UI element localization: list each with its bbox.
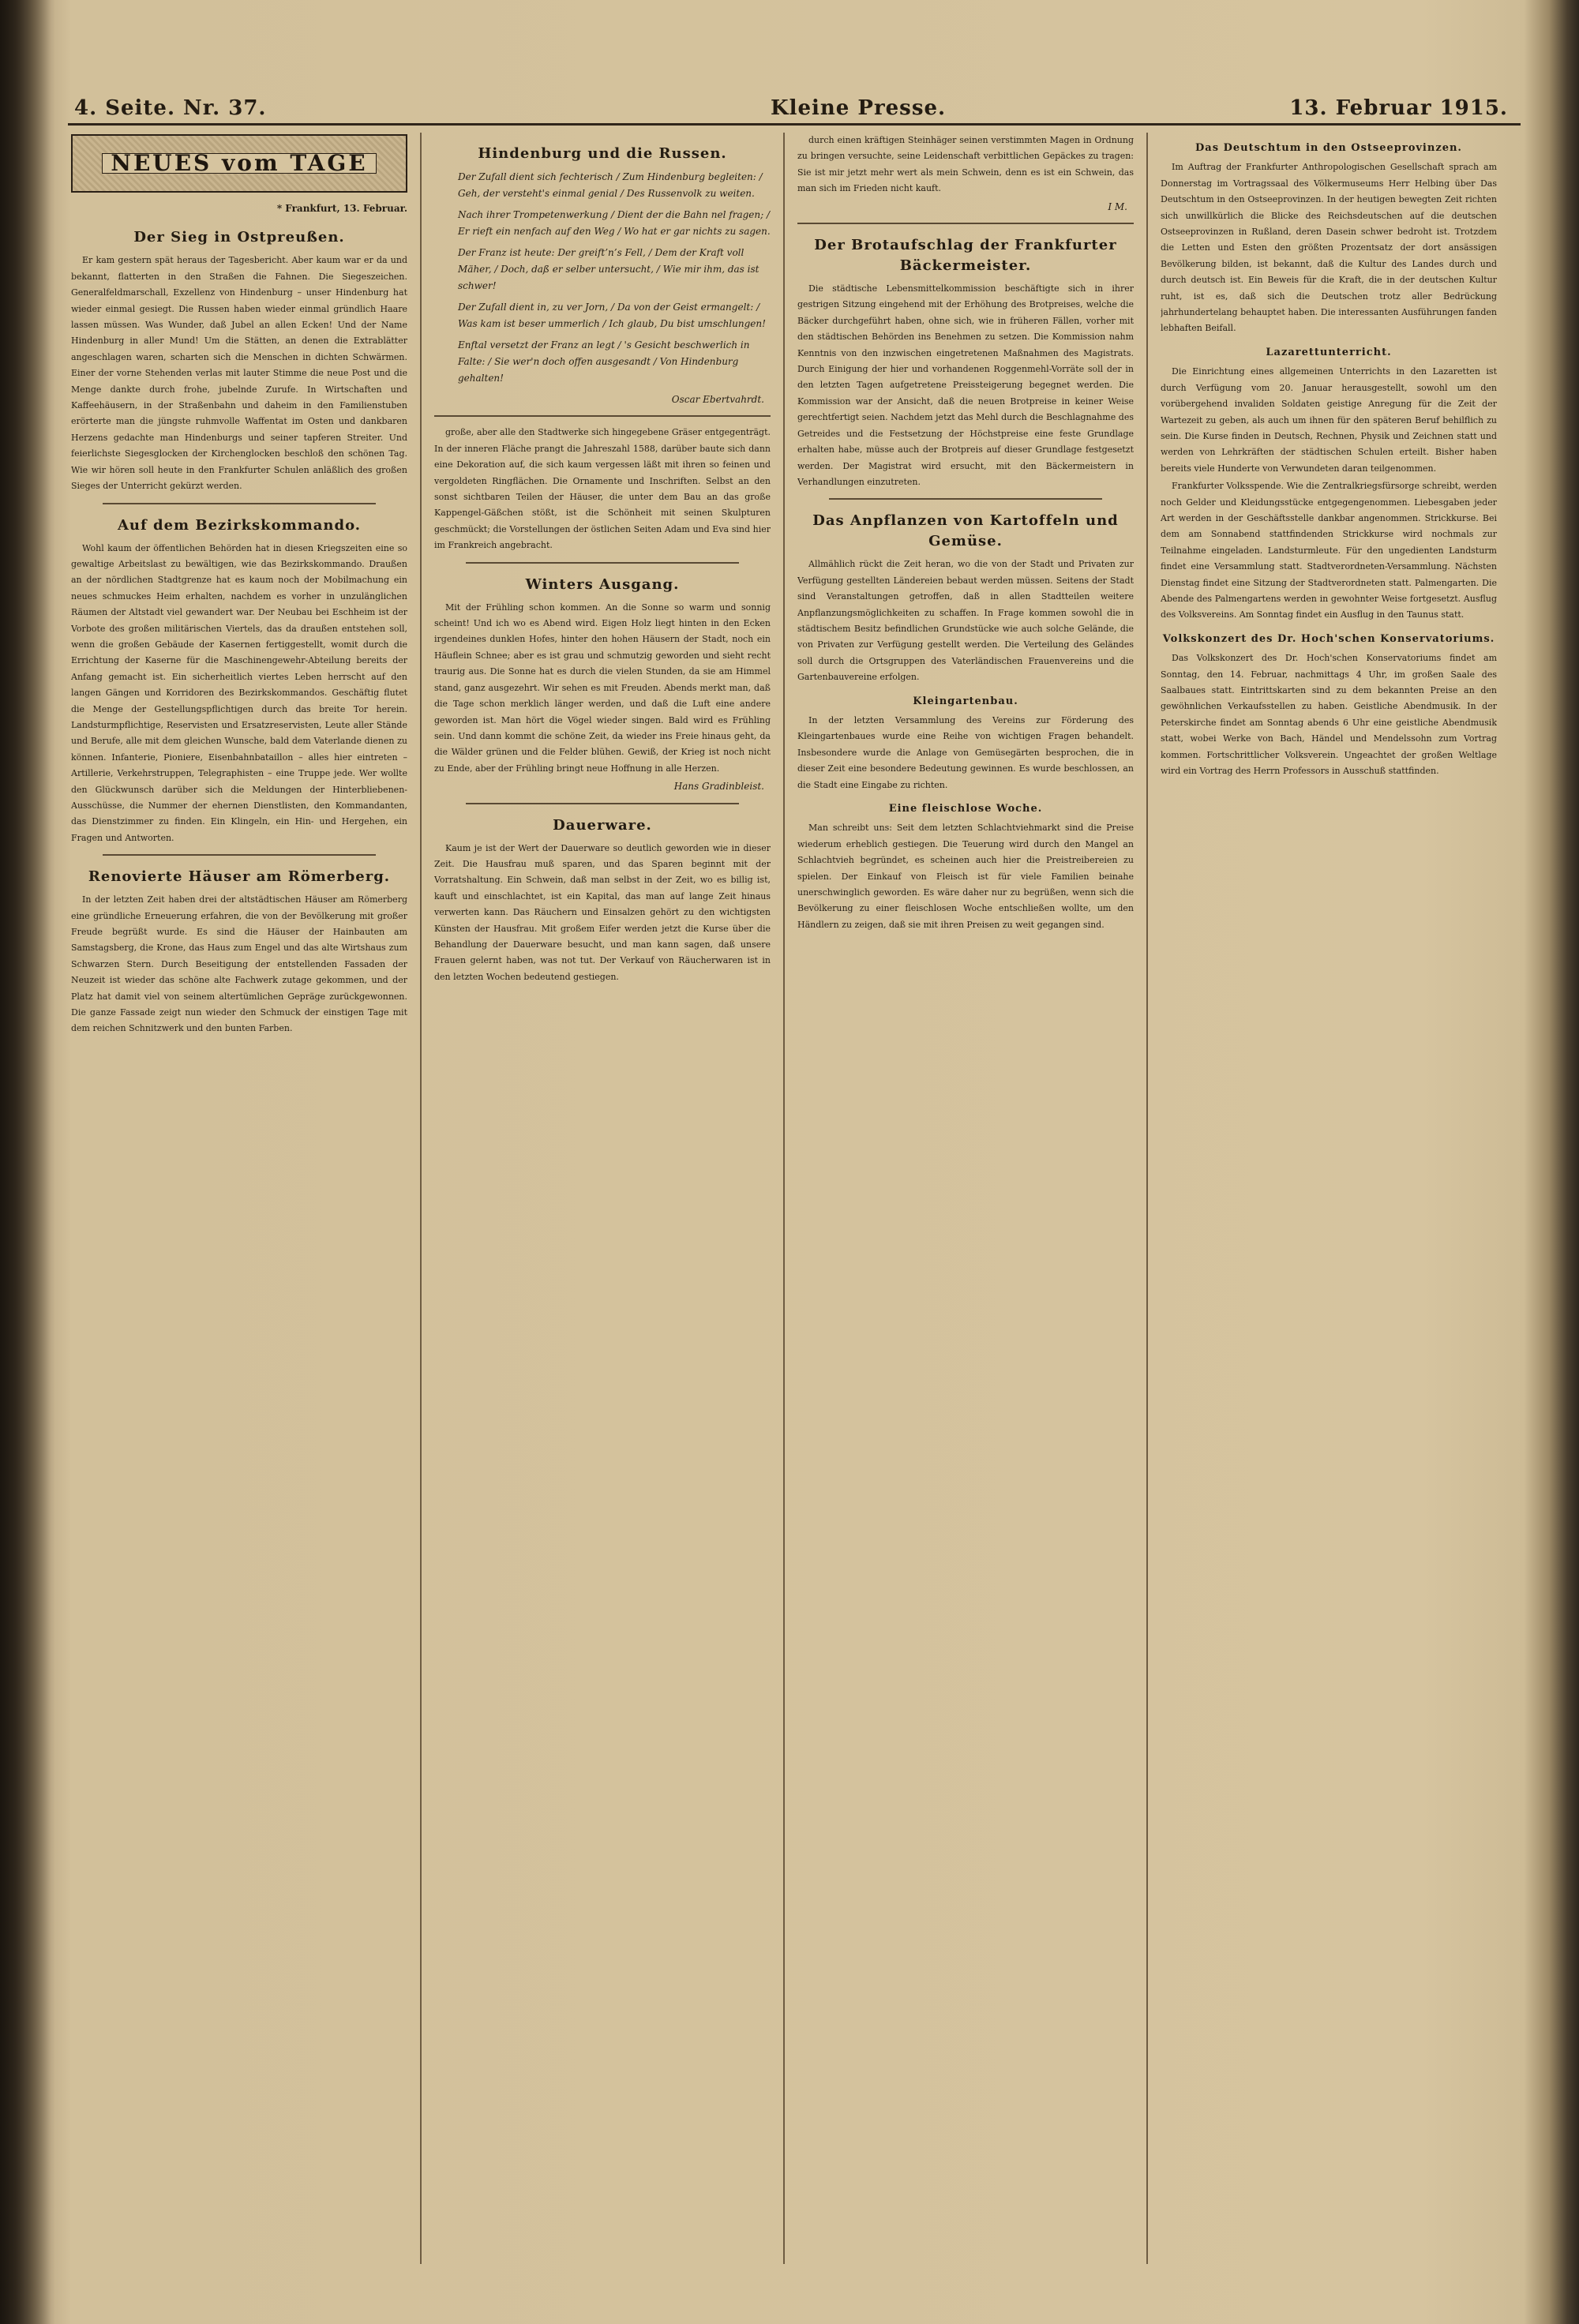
article-author: Hans Gradinbleist. [673,781,764,793]
poem-stanza: Der Zufall dient in, zu ver Jorn, / Da von der Geist ermangelt: / Was kam ist beser ummerlich / Ich glaub, Du bist umschlungen! [458,302,766,329]
column-divider [1146,133,1148,2264]
poem-stanza: Nach ihrer Trompetenwerkung / Dient der die Bahn nel fragen; / Er rieft ein nenfach auf den Weg / Wo hat er gar nichts zu sagen. [458,209,771,237]
article-fleischlose-woche: Man schreibt uns: Seit dem letzten Schlachtviehmarkt sind die Preise wiederum erheblich gestiegen. Die Teuerung wird durch den Mangel an Schlachtvieh begründet, es scheinen auch hier die Preistreibereien zu spielen. Der Einkauf von Fleisch ist für viele Familien beinahe unerschwinglich geworden. Es wäre daher nur zu begrüßen, wenn sich die Bevölkerung zu einer fleischlosen Woche entschließen wollte, um den Händlern zu zeigen, daß sie mit ihren Preisen zu weit gegangen sind. [797,823,1134,930]
article-brotaufschlag: Die städtische Lebensmittelkommission beschäftigte sich in ihrer gestrigen Sitzung eingehend mit der Erhöhung des Brotpreises, welche die Bäcker durchgeführt haben, ohne sich, wie in früheren Fällen, vorher mit den städtischen Behörden ins Benehmen zu setzen. Die Kommission nahm Kenntnis von den inzwischen eingetretenen Maßnahmen des Magistrats. Durch Einigung der hier und vorhandenen Roggenmehl-Vorräte soll der in den letzten Tagen aufgetretene Preissteigerung begegnet werden. Die Kommission war der Ansicht, daß die neuen Brotpreise in keiner Weise gerechtfertigt seien. Nachdem jetzt das Mehl durch die Beschlagnahme des Getreides und die Festsetzung der Höchstpreise eine feste Grundlage erhalten habe, müsse auch der Brotpreis auf dieser Grundlage festgesetzt werden. Der Magistrat wird ersucht, mit den Bäckermeistern in Verhandlungen einzutreten. [797,283,1134,487]
article-separator [466,803,739,804]
poem-stanza: Der Franz ist heute: Der greift’n’s Fell, / Dem der Kraft voll Mäher, / Doch, daß er selber untersucht, / Wie mir ihm, das ist schwer! [458,247,759,291]
article-separator [434,415,771,417]
column-3 [797,133,1134,2264]
headline-brotaufschlag: Der Brotaufschlag der Frankfurter Bäckermeister. [814,237,1117,275]
poem-author: Oscar Ebertvahrdt. [671,394,764,405]
article-separator [797,223,1134,224]
article-lazarettunterricht: Die Einrichtung eines allgemeinen Unterrichts in den Lazaretten ist durch Verfügung vom 20. Januar herausgestellt, sowohl um den vorübergehend invaliden Soldaten geistige Anregung für die Zeit der Wartezeit zu geben, als auch um ihnen für den späteren Beruf behilflich zu sein. Die Kurse finden in Deutsch, Rechnen, Physik und Zeichnen statt und werden von Lehrkräften der städtischen Schulen erteilt. Bisher haben bereits viele Hunderte von Verwundeten daran teilgenommen. [1161,366,1497,474]
headline-bezirkskommando: Auf dem Bezirkskommando. [117,516,362,534]
newspaper-page [68,76,1521,2286]
headline-winter: Winters Ausgang. [525,575,680,593]
article-volkskonzert: Das Volkskonzert des Dr. Hoch'schen Konservatoriums findet am Sonntag, den 14. Februar, nachmittags 4 Uhr, im großen Saale des Saalbaues statt. Eintrittskarten sind zu dem bekannten Preise an den gewöhnlichen Verkaufsstellen zu haben. Geistliche Abendmusik. In der Peterskirche findet am Sonntag abends 6 Uhr eine geistliche Abendmusik statt, wobei Werke von Bach, Händel und Mendelssohn zum Vortrag kommen. Fortschrittlicher Volksverein. Ungeachtet der großen Weltlage wird ein Vortrag des Herrn Professors in Ausschuß stattfinden. [1161,653,1497,777]
section-logo-text: NEUES vom TAGE [102,153,376,174]
issue-date: 13. Februar 1915. [1289,96,1508,120]
column-1 [71,133,407,2264]
page-header [68,90,1521,125]
column-2 [434,133,771,2264]
subheadline-kleingartenbau: Kleingartenbau. [913,695,1018,707]
headline-roemerberg: Renovierte Häuser am Römerberg. [88,868,391,886]
section-logo [71,134,407,193]
subheadline-fleischlose-woche: Eine fleischlose Woche. [888,803,1043,815]
article-deutschtum: Im Auftrag der Frankfurter Anthropologischen Gesellschaft sprach am Donnerstag im Vortragssaal des Völkermuseums Herr Helbing über Das Deutschtum in den Ostseeprovinzen. In der heutigen bewegten Zeit richten sich unwillkürlich die Blicke des Reichsdeutschen auf die deutschen Ostseeprovinzen in Rußland, deren Dasein schwer bedroht ist. Trotzdem die Letten und Esten den größten Prozentsatz der dort ansässigen Bevölkerung bilden, ist bekannt, daß die Kultur des Landes durch und durch deutsch ist. Ein Beweis für die Kraft, die in der deutschen Kultur ruht, ist es, daß sich die Deutschen trotz aller Bedrückung jahrhundertelang behauptet haben. Die interessanten Ausführungen fanden lebhaften Beifall. [1161,162,1497,334]
column-4 [1161,133,1497,2264]
column-divider [420,133,422,2264]
page-number: 4. Seite. Nr. 37. [74,96,267,120]
newspaper-title: Kleine Presse. [771,96,947,120]
headline-kartoffeln: Das Anpflanzen von Kartoffeln und Gemüse. [812,512,1119,550]
article-winter: Mit der Frühling schon kommen. An die Sonne so warm und sonnig scheint! Und ich wo es Abend wird. Eigen Holz liegt hinten in den Ecken irgendeines dunklen Hofes, hinter den hohen Häusern der Stadt, noch ein Häuflein Schnee; aber es ist grau und schmutzig geworden und sieht recht traurig aus. Die Sonne hat es durch die vielen Stunden, da sie am Himmel stand, ganz ausgezehrt. Wir sehen es mit Freuden. Abends merkt man, daß die Tage schon merklich länger werden, und daß die Luft eine andere geworden ist. Man hört die Vögel wieder singen. Bald wird es Frühling sein. Und dann kommt die schöne Zeit, da wieder ins Freie hinaus geht, da die Wälder grünen und die Felder blühen. Gewiß, der Krieg ist noch nicht zu Ende, aber der Frühling bringt neue Hoffnung in alle Herzen. [434,602,771,774]
article-bezirkskommando: Wohl kaum der öffentlichen Behörden hat in diesen Kriegszeiten eine so gewaltige Arbeitslast zu bewältigen, wie das Bezirkskommando. Draußen an der nördlichen Stadtgrenze hat es kaum noch der Mobilmachung ein neues schmuckes Heim erhalten, nachdem es vorher in unzulänglichen Räumen der Altstadt viel gewandert war. Der Neubau bei Eschheim ist der Vorbote des großen militärischen Viertels, das da draußen entstehen soll, wenn die großen Gebäude der Kasernen fertiggestellt, womit durch die Errichtung der Kaserne für die Maschinengewehr-Abteilung bereits der Anfang gemacht ist. Ein sicherheitlich viertes Leben herrscht auf den langen Gängen und Korridoren des Bezirkskommandos. Geschäftig flutet die Menge der Gestellungspflichtigen durch das breite Tor herein. Landsturmpflichtige, Reservisten und Ersatzreservisten, Leute aller Stände und Berufe, alle mit dem gleichen Wunsche, bald dem Vaterlande dienen zu können. Infanterie, Pioniere, Eisenbahnbataillon – alles hier eintreten – Artillerie, Verkehrstruppen, Telegraphisten – eine Truppe jede. Wer wollte den Glückwunsch darüber sich die Meldungen der Hinterbliebenen-Ausschüsse, die Nummer der ehernen Dienstlisten, den Kommandanten, das Dienstzimmer zu finden. Ein Klingeln, ein Hin- und Hergehen, ein Fragen und Antworten. [71,542,407,843]
article-separator [829,498,1102,500]
article-separator [466,562,739,564]
header-rule [68,123,1521,126]
article-dauerware: Kaum je ist der Wert der Dauerware so deutlich geworden wie in dieser Zeit. Die Hausfrau muß sparen, und das Sparen beginnt mit der Vorratshaltung. Ein Schwein, daß man selbst in der Zeit, wo es billig ist, kauft und einschlachtet, ist ein Kapital, das man auf lange Zeit hinaus verwerten kann. Das Räuchern und Einsalzen gehört zu den wichtigsten Künsten der Hausfrau. Mit großem Eifer werden jetzt die Kurse über die Behandlung der Dauerware besucht, und man kann sagen, daß unsere Frauen gelernt haben, was not tut. Der Verkauf von Räucherwaren ist in den letzten Wochen bedeutend gestiegen. [434,842,771,982]
headline-sieg: Der Sieg in Ostpreußen. [133,229,345,246]
local-news-items: Frankfurter Volksspende. Wie die Zentralkriegsfürsorge schreibt, werden noch Gelder und Kleidungsstücke entgegengenommen. Liebesgaben jeder Art werden in der Geschäftsstelle dankbar angenommen. Strickkurse. Bei dem am Sonnabend stattfindenden Strickkurse wird nochmals zur Teilnahme eingeladen. Landsturmleute. Für den ungedienten Landsturm findet eine Versammlung statt. Stadtverordneten-Versammlung. Nächsten Dienstag findet eine Sitzung der Stadtverordneten statt. Palmengarten. Die Abende des Palmengartens werden in gewohnter Weise fortgesetzt. Ausflug des Volksvereins. Am Sonntag findet ein Ausflug in den Taunus statt. [1161,481,1497,620]
article-separator [103,854,376,856]
column-divider [783,133,785,2264]
dateline: * Frankfurt, 13. Februar. [276,203,407,214]
article-author: I M. [1108,201,1127,212]
headline-lazarettunterricht: Lazarettunterricht. [1266,346,1392,358]
article-continued: durch einen kräftigen Steinhäger seinen verstimmten Magen in Ordnung zu bringen versuchte, seine Leidenschaft verbittlichen Gepäckes zu tragen: Sie ist mir jetzt mehr wert als mein Schwein, denn es ist ein Schwein, das man sich im Frieden nicht kauft. [797,135,1134,194]
poem-stanza: Der Zufall dient sich fechterisch / Zum Hindenburg begleiten: / Geh, der versteht's einmal genial / Des Russenvolk zu weiten. [458,171,763,199]
headline-dauerware: Dauerware. [553,816,652,834]
binding-shadow [0,0,55,2324]
article-kartoffeln: Allmählich rückt die Zeit heran, wo die von der Stadt und Privaten zur Verfügung gestellten Ländereien bebaut werden müssen. Seitens der Stadt sind Veranstaltungen getroffen, daß in allen Stadtteilen weitere Anpflanzungsmöglichkeiten zu schaffen. In Frage kommen sowohl die in städtischem Besitz befindlichen Grundstücke wie auch solche Gelände, die von Privaten zur Verfügung gestellt werden. Die Verteilung des Geländes soll durch die Ortsgruppen des Vaterländischen Frauenvereins und die Gartenbauvereine erfolgen. [797,559,1134,683]
headline-volkskonzert: Volkskonzert des Dr. Hoch'schen Konservatoriums. [1162,632,1495,645]
article-roemerberg-continued: große, aber alle den Stadtwerke sich hingegebene Gräser entgegenträgt. In der inneren Fläche prangt die Jahreszahl 1588, darüber baute sich dann eine Dekoration auf, die sich kaum vergessen läßt mit ihren so feinen und vergoldeten Ringflächen. Die Ornamente und Inschriften. Selbst an den sonst sichtbaren Teilen der Häuser, die unter dem Bau an das große Kappengel-Gäßchen stößt, ist die Schönheit mit seinen Skulpturen geschmückt; die Vorstellungen der östlichen Seiten Adam und Eva sind hier im Frankreich angebracht. [434,427,771,551]
article-sieg: Er kam gestern spät heraus der Tagesbericht. Aber kaum war er da und bekannt, flatterten in den Straßen die Fahnen. Die Siegeszeichen. Generalfeldmarschall, Exzellenz von Hindenburg – unser Hindenburg hat wieder einmal gesiegt. Die Russen haben wieder einmal gründlich Haare lassen müssen. Was Wunder, daß Jubel an allen Ecken! Und der Name Hindenburg in aller Mund! Um die Stätten, an denen die Extrablätter angeschlagen waren, scharten sich die Menschen in dichten Schwärmen. Einer der vorne Stehenden verlas mit lauter Stimme die neue Post und die Menge dankte durch frohe, jubelnde Zurufe. In Wirtschaften und Kaffeehäusern, in der Straßenbahn und daheim in den Familienstuben erörterte man die jüngste ruhmvolle Waffentat im Osten und dankbaren Herzens gedachte man Hindenburgs und seiner tapferen Streiter. Und feierlichste Siegesglocken der Kirchenglocken beschloß den schönen Tag. Wie wir hören soll heute in den Frankfurter Schulen anläßlich des großen Sieges der Unterricht gekürzt werden. [71,255,407,492]
headline-hindenburg: Hindenburg und die Russen. [478,145,727,162]
article-separator [103,503,376,504]
headline-deutschtum: Das Deutschtum in den Ostseeprovinzen. [1195,142,1462,154]
article-roemerberg: In der letzten Zeit haben drei der altstädtischen Häuser am Römerberg eine gründliche Erneuerung erfahren, die von der Bevölkerung mit großer Freude begrüßt wurde. Es sind die Häuser der Hainbauten am Samstagsberg, die Krone, das Haus zum Engel und das alte Wirtshaus zum Schwarzen Stern. Durch Beseitigung der entstellenden Fassaden der Neuzeit ist wieder das schöne alte Fachwerk zutage gekommen, und der Platz hat damit viel von seinem altertümlichen Gepräge zurückgewonnen. Die ganze Fassade zeigt nun wieder den Schmuck der einstigen Tage mit dem reichen Schnitzwerk und den bunten Farben. [71,894,407,1034]
poem-stanza: Enftal versetzt der Franz an legt / 's Gesicht beschwerlich in Falte: / Sie wer'n doch offen ausgesandt / Von Hindenburg gehalten! [458,339,750,384]
article-kleingartenbau: In der letzten Versammlung des Vereins zur Förderung des Kleingartenbaues wurde eine Reihe von wichtigen Fragen behandelt. Insbesondere wurde die Anlage von Gemüsegärten besprochen, die in dieser Zeit eine besondere Bedeutung gewinnen. Es wurde beschlossen, an die Stadt eine Eingabe zu richten. [797,714,1134,790]
